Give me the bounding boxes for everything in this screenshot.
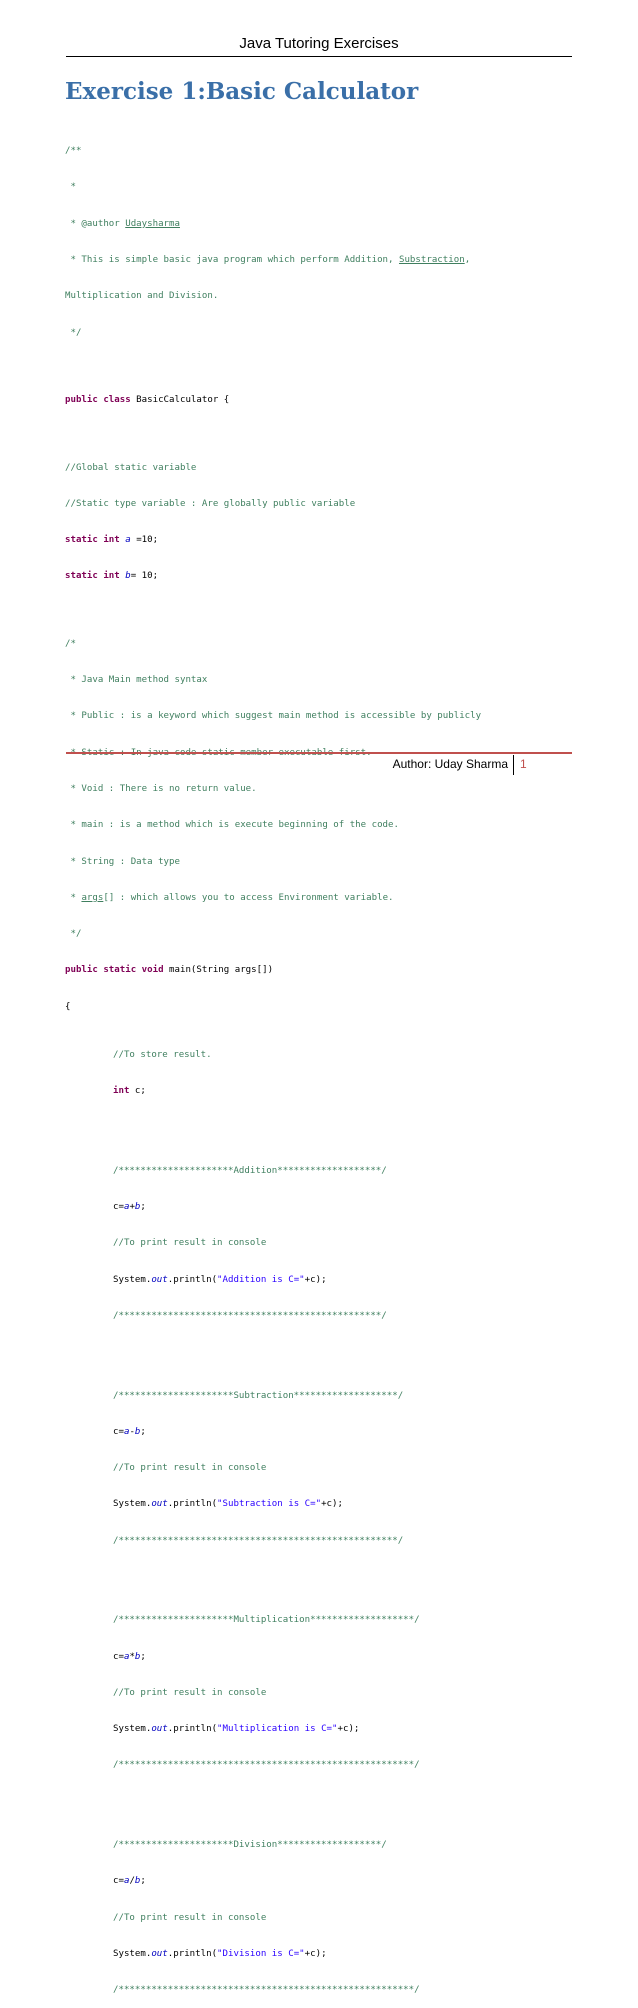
code-field: out (151, 1724, 168, 1735)
code-line (65, 964, 481, 976)
code-line (65, 892, 481, 904)
code-line (65, 218, 481, 230)
code-line (65, 1201, 481, 1213)
code-text: ; (140, 1202, 146, 1213)
code-line (65, 1001, 481, 1013)
code-comment: /*********************Multiplication*******************/ (113, 1615, 420, 1626)
code-comment: /***************************************************/ (113, 1535, 404, 1546)
code-field: a (123, 1876, 130, 1887)
code-field: out (151, 1948, 168, 1959)
code-line (65, 1426, 481, 1438)
code-text: .println( (167, 1948, 218, 1959)
code-line (65, 1310, 481, 1322)
code-text: .println( (167, 1499, 218, 1510)
code-text: { (65, 1001, 71, 1012)
code-line (65, 498, 481, 510)
code-text: System. (113, 1724, 152, 1735)
code-comment: //To print result in console (113, 1238, 267, 1249)
code-comment-underlined: args (81, 892, 104, 903)
code-comment: //Static type variable : Are globally public variable (65, 498, 356, 509)
code-text: .println( (167, 1274, 218, 1285)
code-string: "Division is C=" (217, 1948, 305, 1959)
code-comment: //To print result in console (113, 1912, 267, 1923)
code-line (65, 534, 481, 546)
code-field: out (151, 1499, 168, 1510)
code-line (65, 1165, 481, 1177)
code-field: a (123, 1651, 130, 1662)
code-line (65, 462, 481, 474)
code-text: * (129, 1651, 135, 1662)
code-text: / (129, 1876, 135, 1887)
code-comment: //To print result in console (113, 1463, 267, 1474)
code-text: +c); (321, 1499, 343, 1510)
code-line (65, 1049, 481, 1061)
code-line (65, 394, 481, 406)
code-field: a (123, 1202, 130, 1213)
code-text: c= (113, 1202, 124, 1213)
code-comment: /*********************Addition*******************/ (113, 1165, 387, 1176)
code-comment: * Void : There is no return value. (65, 783, 257, 794)
code-comment: /** (65, 146, 82, 157)
author-tag: Udaysharma (125, 218, 180, 229)
code-text: +c); (304, 1948, 327, 1959)
code-field: b (134, 1202, 141, 1213)
code-text: + (129, 1202, 135, 1213)
code-line (65, 1687, 481, 1699)
code-string: "Addition is C=" (217, 1274, 305, 1285)
code-text: +c); (304, 1274, 327, 1285)
code-line (65, 1651, 481, 1663)
code-keyword: public static void (65, 965, 164, 976)
code-line (65, 1535, 481, 1547)
code-comment: Multiplication and Division. (65, 291, 219, 302)
code-line (65, 1723, 481, 1735)
code-text: ; (140, 1426, 146, 1437)
code-line (65, 1875, 481, 1887)
code-text: c; (129, 1086, 146, 1097)
page-number: 1 (520, 757, 527, 771)
code-comment: //Global static variable (65, 462, 197, 473)
code-line (65, 1912, 481, 1924)
code-field: a (125, 535, 131, 546)
code-line (65, 1948, 481, 1960)
code-line (65, 928, 481, 940)
code-string: "Multiplication is C=" (217, 1724, 338, 1735)
code-comment: * String : Data type (65, 856, 180, 867)
code-line (65, 1274, 481, 1286)
code-line (65, 674, 481, 686)
code-string: "Subtraction is C=" (217, 1499, 322, 1510)
code-line (65, 145, 481, 157)
code-comment: //To print result in console (113, 1687, 267, 1698)
code-comment: /*********************Division*******************/ (113, 1839, 387, 1850)
code-line (65, 638, 481, 650)
code-line (65, 1498, 481, 1510)
code-text: System. (113, 1499, 152, 1510)
code-line (65, 1614, 481, 1626)
code-comment: */ (65, 929, 82, 940)
code-line (65, 327, 481, 339)
code-line (65, 856, 481, 868)
footer-divider (66, 752, 572, 754)
code-comment: */ (65, 327, 82, 338)
code-text: c= (113, 1876, 124, 1887)
code-line (65, 710, 481, 722)
code-comment: /*********************Subtraction*******************/ (113, 1390, 404, 1401)
code-text: =10; (130, 535, 159, 546)
code-text: System. (113, 1274, 152, 1285)
code-text: = 10; (130, 571, 159, 582)
code-comment: * main : is a method which is execute beginning of the code. (65, 820, 399, 831)
header-divider (66, 56, 572, 57)
code-line (65, 570, 481, 582)
code-text: ; (140, 1651, 146, 1662)
code-line (65, 1237, 481, 1249)
code-comment: /******************************************************/ (113, 1760, 420, 1771)
code-comment: * (65, 892, 82, 903)
code-comment-underlined: Substraction (398, 255, 465, 266)
code-comment: * @author (65, 218, 126, 229)
code-field: b (134, 1651, 141, 1662)
code-comment: , (464, 255, 471, 266)
code-field: b (134, 1426, 141, 1437)
code-line (65, 1085, 481, 1097)
code-line (65, 1984, 481, 1996)
code-line (65, 254, 481, 266)
code-line (65, 1390, 481, 1402)
code-text: main(String args[]) (163, 965, 274, 976)
code-comment: * Java Main method syntax (65, 675, 208, 686)
code-text: .println( (167, 1724, 218, 1735)
code-keyword: static int (65, 571, 120, 582)
code-block (65, 121, 481, 2008)
code-field: a (123, 1426, 130, 1437)
code-text: ; (140, 1876, 146, 1887)
code-keyword: public class (65, 395, 131, 406)
code-text: - (129, 1426, 135, 1437)
code-line (65, 290, 481, 302)
footer-author: Author: Uday Sharma (392, 757, 508, 771)
exercise-title: Exercise 1:Basic Calculator (65, 78, 419, 105)
code-field: b (125, 571, 131, 582)
code-comment: /************************************************/ (113, 1311, 387, 1321)
code-line (65, 181, 481, 193)
footer-separator (513, 755, 514, 775)
code-line (65, 1462, 481, 1474)
code-keyword: int (113, 1086, 130, 1097)
code-comment: //To store result. (113, 1050, 212, 1061)
code-field: b (134, 1876, 141, 1887)
code-text: c= (113, 1426, 124, 1437)
code-line (65, 1839, 481, 1851)
code-text: +c); (337, 1724, 360, 1735)
code-text: BasicCalculator { (130, 395, 230, 406)
code-comment: [] : which allows you to access Environment variable. (103, 892, 394, 903)
code-comment: * (65, 182, 76, 193)
code-line (65, 819, 481, 831)
code-comment: * This is simple basic java program which perform Addition, (65, 255, 399, 266)
code-text: c= (113, 1651, 124, 1662)
code-keyword: static int (65, 535, 120, 546)
code-field: out (151, 1274, 168, 1285)
code-line (65, 783, 481, 795)
code-line (65, 1759, 481, 1771)
code-text: System. (113, 1948, 152, 1959)
code-comment: /******************************************************/ (113, 1985, 420, 1996)
code-comment: * Public : is a keyword which suggest main method is accessible by publicly (65, 711, 482, 722)
code-comment: /* (65, 638, 76, 649)
page-header: Java Tutoring Exercises (239, 35, 399, 52)
